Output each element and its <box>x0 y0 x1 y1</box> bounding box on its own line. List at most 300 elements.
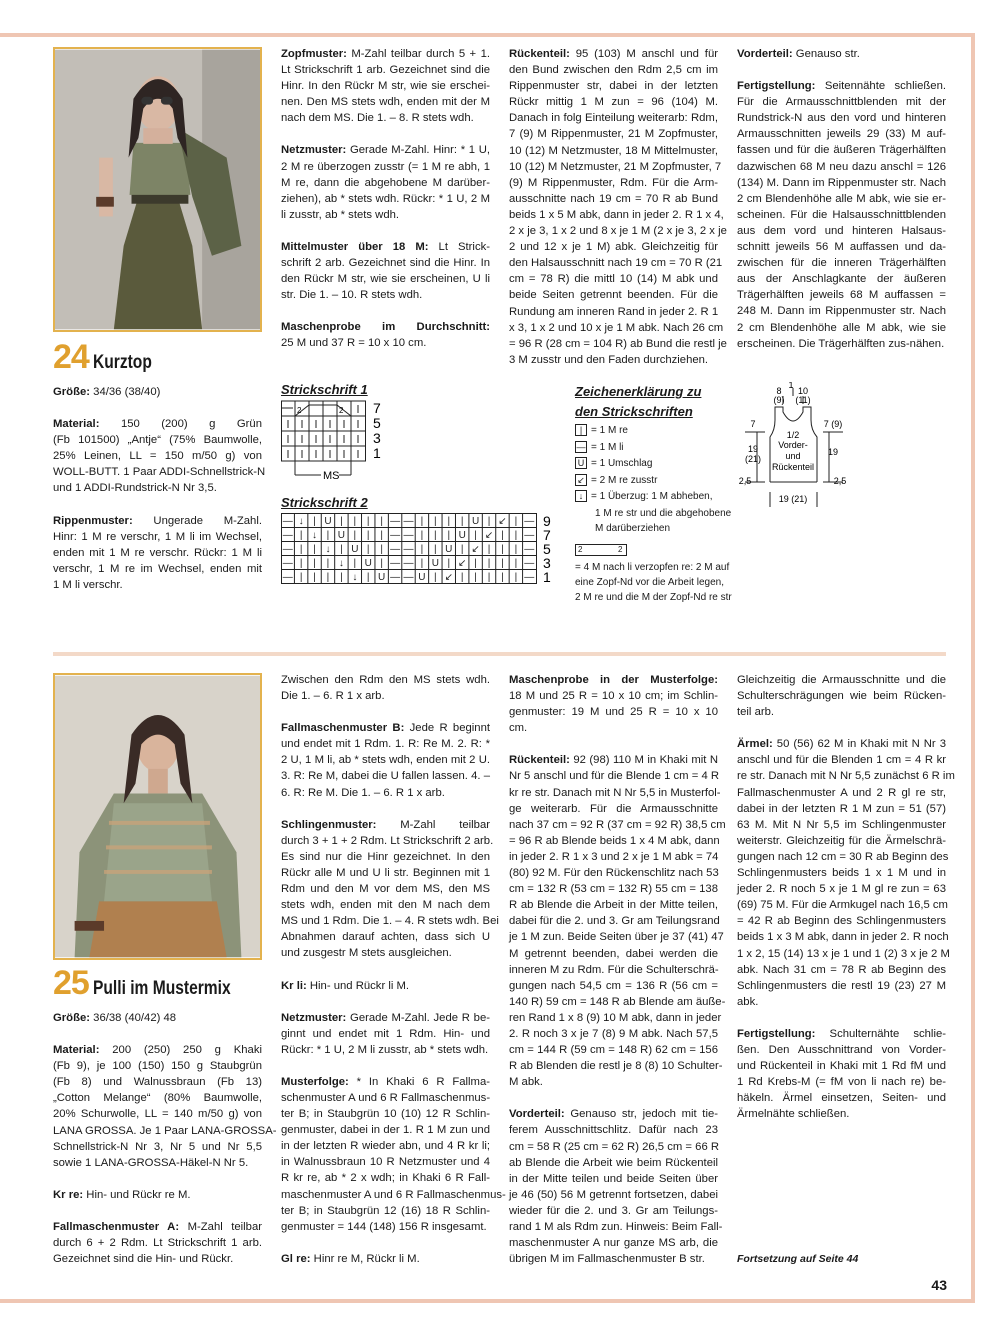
legend-item <box>575 489 755 506</box>
chart2-cell-symbol: | <box>474 530 477 541</box>
text-line: 2 U, 1 M li, ab * stets wdh, enden mit 2 U. <box>281 754 490 767</box>
text-line: R kr re, ab * 2 x wdh; in Khaki 6 R Fall- <box>281 1172 490 1185</box>
text-line: Kr li: Hin- und Rückr li M. <box>281 979 410 992</box>
pattern-number: 24 <box>53 338 89 376</box>
chart2-cell-symbol: U <box>431 558 439 569</box>
text-line: den Rückr M str, wie sie erscheinen, U li <box>281 273 490 286</box>
chart2-cell-symbol: | <box>514 558 518 569</box>
text-line: Maschenprobe im Durchschnitt: <box>281 321 490 334</box>
chart2-cell-symbol: | <box>434 544 437 555</box>
text-line: ge weiterarb. Für die Armausschnitte <box>509 802 718 815</box>
text-line: Fertigstellung: Schulternähte schlie- <box>737 1027 946 1040</box>
text-line: 10 (12) M Netzmuster, 21 M Zopfmuster, 7 <box>509 160 722 173</box>
schema-height-r: 19 <box>827 447 839 457</box>
pattern-name: Kurztop <box>92 352 152 373</box>
text-line: ginnt und endet mit 1 Rdm. Hin- und <box>281 1027 490 1040</box>
legend-text: eine Zopf-Nd vor die Arbeit legen, <box>575 576 724 588</box>
text-line: Es sind nur die Hinr gezeichnet. In den <box>281 850 490 863</box>
text-line: ter B; in Staubgrün 10 (10) 12 R Schlin- <box>281 1108 490 1121</box>
text-line: teil arb. <box>737 706 775 719</box>
text-line: 140 R) 59 cm = 148 R ab Blende am äuße- <box>509 995 726 1008</box>
chart2-cell-symbol: — <box>390 530 401 541</box>
legend-symbol-icon: — <box>576 441 586 452</box>
text-line: beide Seiten getrennt beenden. Für die <box>509 289 718 302</box>
text-line: cm = 132 R (53 cm = 132 R) 55 cm = 138 <box>509 883 718 896</box>
text-line: Nr 5 anschl und für die Blende 1 cm = 4 R <box>509 770 720 783</box>
p25-col2 <box>281 672 506 1283</box>
chart1-row-label: 7 <box>373 400 381 416</box>
p24-col2 <box>281 46 490 368</box>
text-line: WOLL-BUTT. 1 Paar ADDI-Schnellstrick-N <box>53 466 266 479</box>
chart2-title: Strickschrift 2 <box>281 495 368 510</box>
text-line: aus dem vord und hinteren Halsaus- <box>737 224 946 237</box>
chart2-cell-symbol: | <box>366 516 370 527</box>
continuation-note: Fortsetzung auf Seite 44 <box>737 1253 859 1265</box>
text-line: ter B; in Staubgrün 12 (16) 18 R Schlin- <box>281 1204 490 1217</box>
chart2-cell-symbol: | <box>353 530 357 541</box>
text-line: Fertigstellung: Seitennähte schließen. <box>737 80 946 93</box>
text-line: genmuster, dabei in der 1. R 1 M zun und <box>281 1124 490 1137</box>
legend-item <box>575 473 755 490</box>
chart2-cell-symbol: | <box>313 544 316 555</box>
chart2-cell-symbol: | <box>434 530 437 541</box>
text-line: 1 M li verschr. <box>53 578 123 591</box>
chart2-cell-symbol: U <box>418 572 426 583</box>
chart2-cell-symbol: — <box>403 544 414 555</box>
text-line: 2 cm Blendenhöhe alle M abk, wie sie er- <box>737 192 946 205</box>
text-line: ausschnitte nach 19 cm = 70 R ab Bund <box>509 192 718 205</box>
text-line: Hinr: 1 M re verschr, 1 M li im Wechsel, <box>53 530 262 543</box>
text-line: R ab Blenden die restl je 8 (8) 10 Schulter- <box>509 1060 723 1073</box>
chart2-cell-symbol: — <box>390 516 401 527</box>
text-line: (Fb 9), je 100 (150) 150 g Staubgrün <box>53 1060 262 1073</box>
chart2-cell-symbol: | <box>434 516 437 527</box>
text-line: schnitt jeweils 56 M auffassen und da- <box>737 241 946 254</box>
p24-col3 <box>509 46 727 384</box>
text-line: (9) M Rippenmuster, Rdm. Für die Arm- <box>509 176 718 189</box>
chart2-cell-symbol: | <box>326 572 330 583</box>
text-line: je 46 (50) 56 M getrennt fortsetzen, dabei <box>509 1188 718 1201</box>
legend-title <box>575 382 701 422</box>
chart2-cell-symbol: ↙ <box>471 544 480 555</box>
schema-width: 19 (21) <box>778 494 808 504</box>
text-line: M getrennt beenden, dabei werden die <box>509 947 718 960</box>
text-line: ßen. Den Ausschnittrand von Vorder- <box>737 1043 946 1056</box>
legend-text: = 1 M li <box>591 441 624 453</box>
svg-text:2: 2 <box>297 406 302 415</box>
chart2-cell-symbol: | <box>501 572 504 583</box>
text-line: 1 x 2, 15 (14) 13 x je 1 und 1 (2) 3 x je 2 M <box>737 947 950 960</box>
text-line: Größe: 36/38 (40/42) 48 <box>53 1012 177 1024</box>
chart1-ms-label: MS <box>323 470 340 480</box>
material-block <box>53 416 266 496</box>
text-paragraph <box>53 1042 277 1171</box>
text-line: stets wdh, enden mit den M nach dem <box>281 899 490 912</box>
text-line: Netzmuster: Gerade M-Zahl. Hinr: * 1 U, <box>281 144 490 157</box>
schema-height-l: 19 <box>747 444 759 454</box>
chart2-cell-symbol: | <box>447 516 451 527</box>
chart2-cell-symbol: — <box>282 516 293 527</box>
chart2-cell-symbol: — <box>390 544 401 555</box>
photo-pulli <box>53 673 262 960</box>
chart2-row-label: 9 <box>543 513 551 529</box>
legend-symbol-icon: ↓ <box>575 490 587 502</box>
chart2-cell-symbol: — <box>282 530 293 541</box>
text-line: 25 M und 37 R = 10 x 10 cm. <box>281 337 427 350</box>
text-line: häkeln. Ärmel einsetzen, Seiten- und <box>737 1092 946 1105</box>
chart2-cell-symbol: — <box>524 516 535 527</box>
chart2-cell-symbol: | <box>474 558 477 569</box>
chart1-row-label: 1 <box>373 445 381 461</box>
legend-symbol-icon: U <box>575 457 587 469</box>
p25-col1 <box>53 1010 277 1283</box>
chart2-cell-symbol: U <box>351 544 359 555</box>
chart2-cell-symbol: | <box>420 516 424 527</box>
text-line: 2 x je 3, 1 x 2 und 8 x je 1 M (2 x je 3, 2 x je <box>509 225 727 238</box>
text-line: beids 1 x 5 M abk, dann in jeder 2. R 1 x 4, <box>509 208 724 221</box>
text-line: 10 (12) M Netzmuster, 18 M Mittelmuster, <box>509 144 718 157</box>
text-line: 1 Rd Krebs-M (= fM von li nach re) be- <box>737 1076 946 1089</box>
text-line: Lt Strickschrift 1 arb. Gezeichnet sind die <box>281 64 490 77</box>
chart2-cell-symbol: | <box>514 572 518 583</box>
text-line: schrift 2 arb. Gezeichnet sind die Hinr. In <box>281 257 490 270</box>
text-line: 248 M. Dann im Rippenmuster str. Nach <box>737 305 946 318</box>
chart2-cell-symbol: — <box>524 572 535 583</box>
text-line: ren Rand 1 x 8 (9) 10 M abk, dann in jeder <box>509 1011 722 1024</box>
text-line: 20% Schurwolle, LL = 140 m/50 g) von <box>53 1108 262 1121</box>
text-line: Schnellstrick-N Nr 3, Nr 5 und Nr 5,5 <box>53 1140 262 1153</box>
chart2-cell-symbol: | <box>380 558 383 569</box>
schema-right-top: 10 <box>797 386 809 396</box>
p25-col3 <box>509 672 726 1283</box>
text-line: weiterstr. Gleichzeitig für die Ärmelschrä- <box>737 834 946 847</box>
text-line: zwischen für die inneren Trägerhälften <box>737 257 946 270</box>
legend-list <box>575 423 755 605</box>
chart2-cell-symbol: — <box>390 572 401 583</box>
text-line: Netzmuster: Gerade M-Zahl. Jede R be- <box>281 1011 490 1024</box>
text-line: Schlingenmusters die restl 19 (23) 27 M <box>737 979 946 992</box>
text-line: jeder 2. R noch 5 x je 1 M gl re zun = 63 <box>737 883 946 896</box>
chart2-cell-symbol: | <box>326 530 330 541</box>
chart1-title: Strickschrift 1 <box>281 382 368 397</box>
pattern-25-title <box>53 966 261 1000</box>
chart2-cell-symbol: | <box>340 516 343 527</box>
text-line: M re, dann die abgehobene M darüber- <box>281 176 490 189</box>
text-paragraph <box>281 46 490 126</box>
text-line: und zusgestr M stets ausgleichen. <box>281 947 452 960</box>
text-line: 3. R: Re M, dabei die U fallen lassen. 4. – <box>281 770 490 783</box>
text-paragraph <box>281 239 490 303</box>
text-line: maschenmuster A nur ganze MS arb, die <box>509 1237 718 1250</box>
text-line: Hinr. In den Rückr M str, wie sie erschei- <box>281 80 490 93</box>
text-line: Schlingenmuster: M-Zahl teilbar <box>281 818 490 831</box>
text-line: gungen nach 12 cm = 30 R ab Beginn des <box>737 850 949 863</box>
text-line: 3 M zusstr und den Faden durchziehen. <box>509 353 709 366</box>
legend-text: = 1 M re <box>591 425 628 436</box>
chart2-cell-symbol: | <box>487 516 491 527</box>
schema-mid-top: 1 <box>788 382 794 390</box>
chart2-cell-symbol: | <box>514 530 518 541</box>
text-paragraph <box>281 1074 506 1235</box>
chart2-cell-symbol: — <box>524 530 535 541</box>
text-line: erscheinen. Die Trägerhälften zus-nähen. <box>737 337 945 350</box>
text-line: ferem Ausschnittschlitz. Dafür nach 23 <box>509 1124 718 1137</box>
legend-title-line: Zeichenerklärung zu <box>575 384 702 399</box>
chart2-cell-symbol: — <box>390 558 401 569</box>
pattern-24-title <box>53 340 165 374</box>
text-line: Abnahmen darauf achten, dass sich U <box>281 931 490 944</box>
chart2-cell-symbol: | <box>313 516 316 527</box>
schema-top-sub: (9) <box>773 395 785 405</box>
text-paragraph <box>281 817 499 962</box>
chart2-cell-symbol: | <box>313 572 316 583</box>
text-line: in der Mitte teilen und beide Seiten über <box>509 1172 718 1185</box>
chart2-cell-symbol: ↓ <box>352 572 358 583</box>
text-line: 2 cm Blendenhöhe alle M abk, wie sie <box>737 321 946 334</box>
schema-center: und <box>785 451 801 461</box>
text-line: wieder für die 2. und 3. Gr am Teilungs- <box>509 1204 718 1217</box>
size-label: Größe: <box>53 386 91 398</box>
text-line: 2 M re überzogen zusstr (= 1 M re abh, 1 <box>281 160 490 173</box>
text-paragraph <box>509 1106 723 1267</box>
chart2-cell-symbol: — <box>524 544 535 555</box>
text-line: abk. <box>737 995 759 1008</box>
legend-text: = 1 Überzug: 1 M abheben, <box>591 491 713 502</box>
text-line: 25% Leinen, LL = 150 m/50 g) von <box>53 450 262 463</box>
text-line: Gl re: Hinr re M, Rückr li M. <box>281 1252 420 1265</box>
chart2-cell-symbol: ↙ <box>484 530 494 541</box>
text-line: = 96 R ab Blende beids 1 x 4 M abk, dann <box>509 834 720 847</box>
chart1-grid <box>281 400 391 480</box>
chart1-row-label: 5 <box>373 415 381 431</box>
text-line: rand 1 M als Rdm zun. Hinweis: Beim Fall- <box>509 1221 723 1233</box>
text-paragraph <box>281 319 490 351</box>
chart2-cell-symbol: | <box>380 516 383 527</box>
legend-item <box>575 440 755 457</box>
text-line: durch 6 + 2 Rdm. Lt Strickschrift 1 arb. <box>53 1237 262 1250</box>
text-paragraph <box>281 142 490 222</box>
text-line: Rdm und den M vor dem MS, den MS <box>281 883 490 896</box>
chart2-cell-symbol: ↓ <box>338 558 344 569</box>
text-line: den Halsausschnitt nach 19 cm = 70 R (21 <box>509 257 723 270</box>
chart2-cell-symbol: | <box>299 558 303 569</box>
text-line: kr re str. Danach mit N Nr 5,5 in Musterfol- <box>509 786 721 799</box>
text-line: ab Blende die Arbeit wie beim Rückenteil <box>509 1156 718 1169</box>
text-line: Fallmaschenmuster B: Jede R beginnt <box>281 722 490 735</box>
text-paragraph <box>737 1026 946 1123</box>
chart2-cell-symbol: | <box>460 544 464 555</box>
text-paragraph <box>281 720 490 800</box>
text-line: x 3, 1 x 2 und 10 x je 1 M abk. Nach 26 cm <box>509 321 724 334</box>
text-paragraph <box>737 672 946 720</box>
text-line: cm = 144 R (59 cm = 148 R) 62 cm = 156 <box>509 1044 718 1057</box>
chart2-cell-symbol: U <box>458 530 466 541</box>
text-line: Fallmaschenmuster A: M-Zahl teilbar <box>53 1220 263 1233</box>
text-paragraph <box>737 78 946 352</box>
chart2-cell-symbol: | <box>514 516 518 527</box>
text-paragraph <box>509 46 727 368</box>
chart2-cell-symbol: U <box>364 558 372 569</box>
text-line: (80) 92 M. Für den Rückenschlitz nach 53 <box>509 867 719 880</box>
schema-bund-r: 2,5 <box>833 476 847 486</box>
legend-text: = 2 M re zusstr <box>591 474 658 486</box>
chart2-cell-symbol: | <box>353 558 357 569</box>
text-line: genmuster = 144 (148) 156 R insgesamt. <box>281 1220 487 1233</box>
chart2-cell-symbol: U <box>445 544 453 555</box>
text-line: 6. R: Re M. Die 1. – 6. R 1 x arb. <box>281 786 445 799</box>
legend-item <box>575 456 755 473</box>
chart2-cell-symbol: | <box>487 572 491 583</box>
text-paragraph <box>281 978 490 994</box>
text-line: Rippenmuster str, dabei in der letzten <box>509 80 718 93</box>
schema-height-l-sub: (21) <box>744 454 762 464</box>
chart2-cell-symbol: | <box>501 558 504 569</box>
zopf-symbol-icon <box>575 544 627 556</box>
text-line: in Walnussbraun 10 R Netzmuster und 4 <box>281 1156 490 1169</box>
text-line: maschenmuster A und 6 R Fallmaschenmus- <box>281 1188 506 1201</box>
chart2-cell-symbol: | <box>460 572 464 583</box>
text-line: schenmuster A und 6 R Fallmaschenmus- <box>281 1091 491 1104</box>
text-line: scheinen. Für die Halsausschnittblenden <box>737 208 946 221</box>
text-line: Gezeichnet sind die Hin- und Rückr. <box>53 1253 234 1266</box>
schema-center: Rückenteil <box>771 462 815 472</box>
chart2-cell-symbol: | <box>474 572 477 583</box>
text-line: str. Die 1. – 10. R stets wdh. <box>281 289 423 302</box>
chart2-cell-symbol: | <box>447 530 451 541</box>
chart1-row-label: 3 <box>373 430 381 446</box>
chart2-row-label: 7 <box>543 527 551 543</box>
chart2-cell-symbol: | <box>366 530 370 541</box>
p24-col1 <box>53 384 266 609</box>
text-line: LANA GROSSA. Je 1 Paar LANA-GROSSA- <box>53 1124 277 1137</box>
text-line: (69) 75 M. Für die Armkugel nach 16,5 cm <box>737 899 948 912</box>
chart2-cell-symbol: | <box>434 572 437 583</box>
text-line: Maschenprobe in der Musterfolge: <box>509 674 718 686</box>
chart2-cell-symbol: — <box>282 572 293 583</box>
text-paragraph <box>53 1187 262 1203</box>
legend-text: 1 M re str und die abgehobene <box>595 507 732 519</box>
chart2-cell-symbol: U <box>471 516 480 527</box>
text-paragraph <box>281 1251 490 1267</box>
text-line: Danach in folg Einteilung weiterarb: Rdm, <box>509 112 718 125</box>
text-line: Zwischen den Rdm den MS stets wdh. <box>281 674 490 686</box>
text-line: aus der Anschlagkante der äußeren <box>737 273 946 286</box>
chart2-cell-symbol: | <box>353 516 357 527</box>
chart2-cell-symbol: ↓ <box>312 530 318 541</box>
text-line: Schlingenmusters beids 1 x 1 M und in <box>737 867 946 880</box>
p25-col4 <box>737 672 955 1138</box>
text-paragraph <box>737 736 955 1010</box>
text-line: Rückenteil: 92 (98) 110 M in Khaki mit N <box>509 754 718 767</box>
text-line: verschr, 1 M re im Wechsel, enden mit <box>53 562 262 575</box>
text-line: (134) M. Dann im Rippenmuster str. Nach <box>737 176 946 189</box>
text-paragraph <box>509 752 726 1090</box>
text-line: Armausschnitten jeweils 29 (33) M auf- <box>737 128 946 141</box>
schema-bund-l: 2,5 <box>738 476 752 486</box>
chart2-cell-symbol: | <box>366 544 370 555</box>
text-line: inneren M zu Rdm. Für die Schulterschrä- <box>509 963 719 976</box>
text-paragraph <box>737 46 946 62</box>
chart2-cell-symbol: | <box>299 572 303 583</box>
text-line: Mittelmuster über 18 M: Lt Strick- <box>281 240 490 253</box>
chart2-cell-symbol: | <box>501 544 504 555</box>
photo-kurztop <box>53 47 262 332</box>
chart2-cell-symbol: — <box>524 558 535 569</box>
chart2-cell-symbol: | <box>313 558 316 569</box>
text-line: anschl und für die Blenden 1 cm = 4 R kr <box>737 754 946 767</box>
text-line: Ärmelnähte schließen. <box>737 1108 850 1121</box>
zopf-symbol-number: 2 <box>618 544 623 554</box>
chart2-cell-symbol: | <box>299 544 303 555</box>
text-line: Kr re: Hin- und Rückr re M. <box>53 1188 191 1201</box>
text-line: 2. R noch 3 x je 7 (8) 9 M abk. Nach 57,5 <box>509 1027 718 1040</box>
chart2-cell-symbol: ↓ <box>325 544 331 555</box>
chart2-cell-symbol: | <box>366 572 370 583</box>
legend-text: M darüberziehen <box>595 522 671 534</box>
text-line: cm. <box>509 722 528 735</box>
text-line: je 1 M zun. Beide Seiten über je 37 (41) 47 <box>509 931 724 944</box>
text-paragraph <box>53 1219 262 1267</box>
legend-item <box>575 423 755 440</box>
text-line: beids 1 x 3 M abk, dann in jeder 2. R noch <box>737 931 949 944</box>
text-line: genmuster: 19 M und 25 R = 10 x 10 <box>509 706 718 719</box>
p24-col4 <box>737 46 946 368</box>
chart2-cell-symbol: | <box>487 558 491 569</box>
text-line: ziehen), ab * stets wdh. Rückr: * 1 U, 2 M <box>281 192 490 205</box>
text-line: = 96 R (28 cm = 104 R) ab Bund die restl je <box>509 337 727 350</box>
chart2-cell-symbol: | <box>340 572 343 583</box>
garment-schematic <box>735 382 855 512</box>
chart2-cell-symbol: U <box>337 530 346 541</box>
text-line: und 1 ADDI-Rundstrick-N Nr 3,5. <box>53 482 217 495</box>
chart2-cell-symbol: | <box>340 544 343 555</box>
text-line: und Rückenteil in Khaki mit 1 Rd fM und <box>737 1060 946 1073</box>
rippenmuster-block <box>53 513 262 593</box>
text-line: Rippenmuster: Ungerade M-Zahl. <box>53 514 262 527</box>
text-line: nach 37 cm = 92 R (37 cm = 92 R) 38,5 cm <box>509 818 726 831</box>
text-line: Rückr: * 1 U, 2 M li zusstr, ab * stets wdh. <box>281 1043 489 1056</box>
schema-top: 8 <box>776 386 782 396</box>
section-divider <box>53 652 946 656</box>
text-line: Rückr mittig 1 M zun = 96 (104) M. <box>509 96 718 109</box>
text-line: re str. Danach mit N Nr 5,5 zunächst 6 R im <box>737 770 955 783</box>
text-line: Ärmel: 50 (56) 62 M in Khaki mit N Nr 3 <box>737 738 946 751</box>
chart2-cell-symbol: | <box>514 544 518 555</box>
svg-text:2: 2 <box>339 406 344 415</box>
chart2-cell-symbol: | <box>326 558 330 569</box>
text-line: dabei in der letzten R 1 M zun = 51 (57) <box>737 802 946 815</box>
chart2-cell-symbol: ↓ <box>298 516 304 527</box>
text-line: „Cotton Melange“ (80% Baumwolle, <box>53 1092 262 1105</box>
chart2-grid <box>281 513 561 585</box>
chart2-cell-symbol: ↙ <box>444 572 453 583</box>
chart2-row-label: 1 <box>543 569 551 585</box>
chart2-cell-symbol: | <box>299 530 303 541</box>
text-line: MS und 1 Rdm. Die 1. – 4. R stets wdh. Bei <box>281 915 499 928</box>
chart2-cell-symbol: ↙ <box>498 516 507 527</box>
text-line: li zusstr, ab * stets wdh. <box>281 208 400 221</box>
chart2-cell-symbol: | <box>420 544 424 555</box>
legend-text: = 1 Umschlag <box>591 458 653 469</box>
text-line: 2 und 12 x je 1 M) abk. Gleichzeitig für <box>509 241 718 254</box>
text-line: Zopfmuster: M-Zahl teilbar durch 5 + 1. <box>281 48 490 60</box>
text-line: nen. Den MS stets wdh, enden mit der M <box>281 96 490 109</box>
text-paragraph <box>281 672 490 704</box>
model-photo-illustration <box>55 675 260 958</box>
text-line: nach dem MS. Die 1. – 8. R stets wdh. <box>281 112 474 125</box>
chart2-cell-symbol: ↙ <box>457 558 467 569</box>
text-line: dabei für die 2. und 3. Gr am Teilungsrand <box>509 915 720 928</box>
